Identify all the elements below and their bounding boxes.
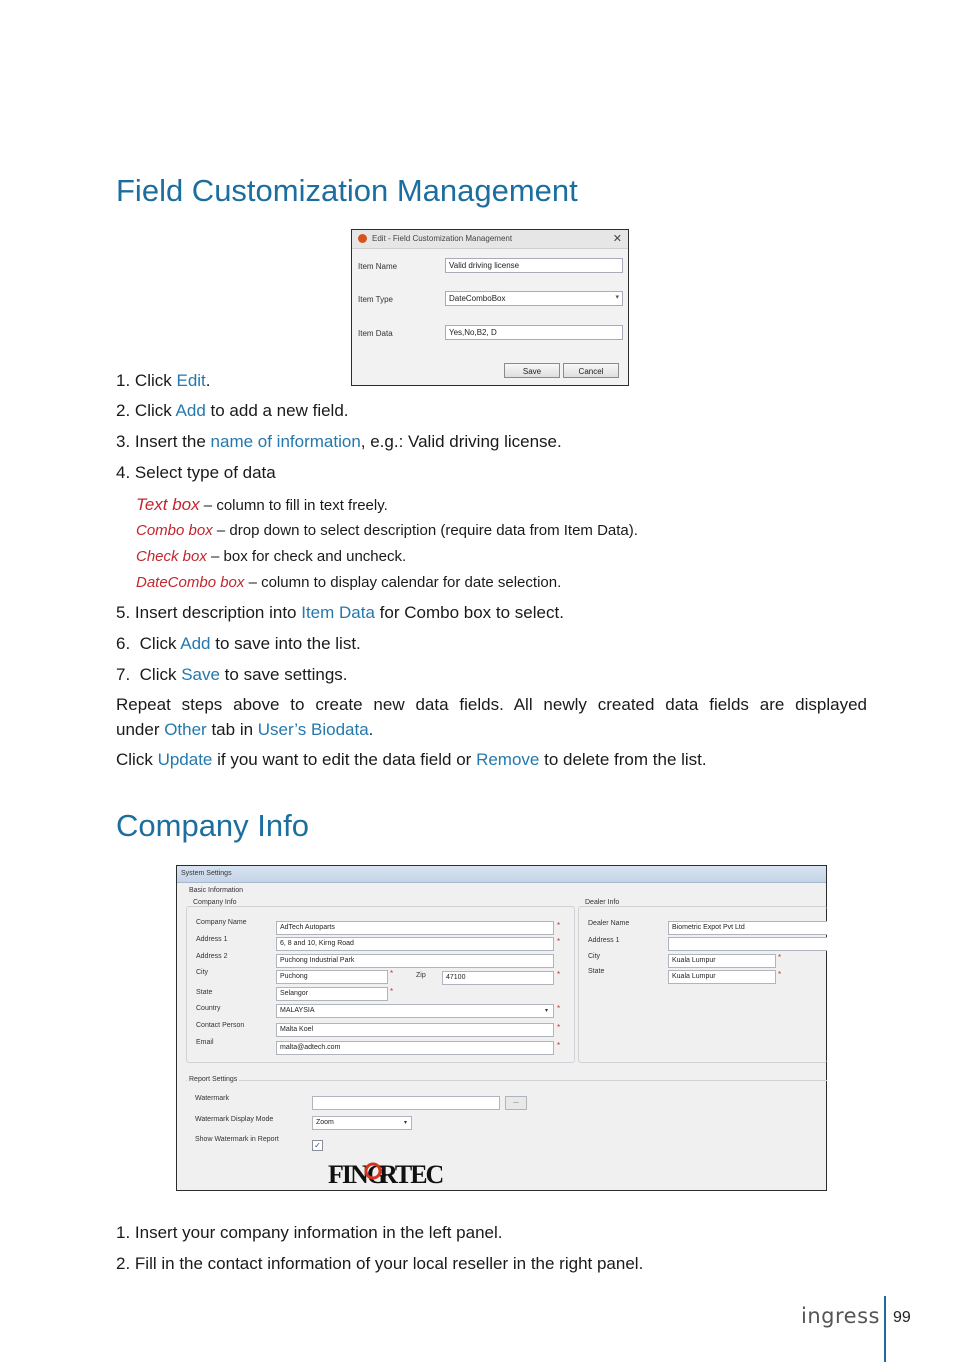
- para-text: to delete from the list.: [539, 750, 707, 769]
- save-link: Save: [181, 665, 220, 684]
- svg-text:RTEC: RTEC: [379, 1160, 443, 1189]
- step-number: 1.: [116, 371, 131, 390]
- other-tab-link: Other: [164, 720, 207, 739]
- item-type-select[interactable]: DateComboBox ▾: [445, 291, 623, 306]
- cancel-button[interactable]: Cancel: [563, 363, 619, 378]
- ingress-logo: ingress: [801, 1304, 880, 1328]
- dealer-info-title: Dealer Info: [585, 899, 620, 906]
- type-name: Combo box: [136, 522, 213, 539]
- step-number: 4.: [116, 463, 131, 482]
- app-icon: [358, 234, 367, 243]
- type-name: DateCombo box: [136, 574, 245, 591]
- step-text: Insert the: [134, 432, 211, 451]
- required-mark: *: [557, 1023, 561, 1032]
- svg-text:FING: FING: [328, 1160, 385, 1189]
- save-button[interactable]: Save: [504, 363, 560, 378]
- type-text-box: [136, 494, 388, 517]
- dealer-state-input[interactable]: Kuala Lumpur: [668, 970, 776, 984]
- watermark-mode-select[interactable]: Zoom: [312, 1116, 412, 1130]
- watermark-input[interactable]: [312, 1096, 500, 1110]
- type-name: Text box: [136, 495, 200, 514]
- type-name: Check box: [136, 548, 207, 565]
- item-data-label: Item Data: [358, 329, 393, 338]
- show-watermark-checkbox[interactable]: ✓: [312, 1140, 323, 1151]
- paragraph-repeat-line2: [116, 719, 373, 741]
- state-input[interactable]: Selangor: [276, 987, 388, 1001]
- type-desc: – column to fill in text freely.: [199, 497, 388, 514]
- contact-person-input[interactable]: Malta Koel: [276, 1023, 554, 1037]
- company-name-input[interactable]: AdTech Autoparts: [276, 921, 554, 935]
- address2-input[interactable]: Puchong Industrial Park: [276, 954, 554, 968]
- type-combo-box: [136, 520, 638, 542]
- step-number: 7.: [116, 665, 131, 684]
- settings-title: System Settings: [181, 870, 232, 877]
- step-text: , e.g.: Valid driving license.: [360, 432, 562, 451]
- item-name-label: Item Name: [358, 262, 398, 271]
- edit-field-dialog: [351, 229, 629, 386]
- step-number: 2.: [116, 401, 131, 420]
- dealer-name-label: Dealer Name: [588, 920, 630, 927]
- paragraph-update: [116, 749, 707, 771]
- dealer-city-input[interactable]: Kuala Lumpur: [668, 954, 776, 968]
- final-step-2: [116, 1253, 643, 1275]
- country-label: Country: [196, 1005, 221, 1012]
- city-input[interactable]: Puchong: [276, 970, 388, 984]
- required-mark: *: [778, 970, 782, 979]
- required-mark: *: [557, 921, 561, 930]
- section-title-company-info: Company Info: [116, 808, 309, 843]
- para-text: Click: [116, 750, 158, 769]
- required-mark: *: [557, 970, 561, 979]
- step-text: Click: [139, 634, 181, 653]
- address2-label: Address 2: [196, 953, 228, 960]
- step-text: Insert your company information in the left panel.: [134, 1223, 503, 1242]
- update-link: Update: [157, 750, 213, 769]
- step-text: for Combo box to select.: [374, 603, 564, 622]
- step-number: 6.: [116, 634, 131, 653]
- type-desc: – box for check and uncheck.: [206, 548, 407, 565]
- type-desc: – drop down to select description (require data from Item Data).: [212, 522, 638, 539]
- show-watermark-label: Show Watermark in Report: [195, 1136, 279, 1143]
- remove-link: Remove: [476, 750, 540, 769]
- step-1: [116, 370, 211, 392]
- paragraph-repeat-line1: Repeat steps above to create new data fields. All newly created data fields are displayed: [116, 695, 867, 714]
- dealer-name-input[interactable]: Biometric Expot Pvt Ltd: [668, 921, 827, 935]
- step-text: Fill in the contact information of your local reseller in the right panel.: [134, 1254, 644, 1273]
- step-4: [116, 462, 276, 484]
- step-text: Click: [139, 665, 182, 684]
- browse-button[interactable]: ...: [505, 1096, 527, 1110]
- contact-person-label: Contact Person: [196, 1022, 245, 1029]
- step-number: 5.: [116, 603, 131, 622]
- required-mark: *: [557, 1004, 561, 1013]
- company-info-title: Company Info: [193, 899, 237, 906]
- address1-input[interactable]: 6, 8 and 10, Kirng Road: [276, 937, 554, 951]
- state-label: State: [196, 989, 213, 996]
- required-mark: *: [557, 937, 561, 946]
- dealer-address1-input[interactable]: [668, 937, 827, 951]
- step-5: [116, 602, 564, 624]
- item-name-field[interactable]: Valid driving license: [445, 258, 623, 273]
- step-text: Click: [134, 371, 177, 390]
- dealer-city-label: City: [588, 953, 601, 960]
- item-type-label: Item Type: [358, 295, 393, 304]
- required-mark: *: [390, 987, 394, 996]
- dealer-state-label: State: [588, 968, 605, 975]
- type-desc: – column to display calendar for date selection.: [244, 574, 562, 591]
- basic-info-title: Basic Information: [189, 887, 244, 894]
- type-check-box: [136, 546, 406, 568]
- item-data-field[interactable]: Yes,No,B2, D: [445, 325, 623, 340]
- step-text: to save settings.: [219, 665, 348, 684]
- zip-label: Zip: [416, 972, 426, 979]
- settings-header: [177, 866, 826, 883]
- company-name-label: Company Name: [196, 919, 247, 926]
- step-text: Select type of data: [134, 463, 276, 482]
- country-select[interactable]: MALAYSIA: [276, 1004, 554, 1018]
- step-number: 2.: [116, 1254, 131, 1273]
- step-number: 1.: [116, 1223, 131, 1242]
- footer-divider: [884, 1296, 886, 1362]
- para-text: if you want to edit the data field or: [212, 750, 477, 769]
- close-icon[interactable]: ✕: [612, 233, 622, 245]
- required-mark: *: [778, 953, 782, 962]
- add-link: Add: [180, 634, 211, 653]
- final-step-1: [116, 1222, 503, 1244]
- step-text: .: [205, 371, 211, 390]
- watermark-label: Watermark: [195, 1095, 229, 1102]
- dialog-title: Edit - Field Customization Management: [372, 234, 513, 243]
- item-data-link: Item Data: [301, 603, 375, 622]
- step-number: 3.: [116, 432, 131, 451]
- step-text: to add a new field.: [205, 401, 349, 420]
- chevron-down-icon[interactable]: ▾: [404, 1120, 408, 1126]
- users-biodata-link: User’s Biodata: [257, 720, 369, 739]
- section-title-field-customization: Field Customization Management: [116, 173, 578, 208]
- para-text: .: [368, 720, 374, 739]
- system-settings-screenshot: [176, 865, 827, 1191]
- page-number: 99: [893, 1309, 911, 1326]
- city-label: City: [196, 969, 209, 976]
- divider: [186, 1080, 827, 1081]
- edit-link: Edit: [176, 371, 206, 390]
- step-text: Insert description into: [134, 603, 302, 622]
- step-6: [116, 633, 361, 655]
- watermark-mode-label: Watermark Display Mode: [195, 1116, 274, 1123]
- dialog-titlebar: [352, 230, 628, 249]
- step-7: [116, 664, 348, 686]
- step-text: Click: [134, 401, 176, 420]
- required-mark: *: [557, 1041, 561, 1050]
- para-text: under: [116, 720, 165, 739]
- address1-label: Address 1: [196, 936, 228, 943]
- report-settings-title: Report Settings: [189, 1076, 238, 1083]
- email-label: Email: [196, 1039, 214, 1046]
- step-3: [116, 431, 562, 453]
- fingertec-logo: [327, 1141, 443, 1189]
- name-info-link: name of information: [210, 432, 361, 451]
- zip-input[interactable]: 47100: [442, 971, 554, 985]
- dealer-address1-label: Address 1: [588, 937, 620, 944]
- add-link: Add: [175, 401, 206, 420]
- chevron-down-icon[interactable]: ▾: [545, 1008, 549, 1014]
- step-2: [116, 400, 349, 422]
- fingertec-logo-graphic: [327, 1141, 443, 1189]
- para-text: tab in: [206, 720, 258, 739]
- step-text: to save into the list.: [210, 634, 361, 653]
- type-datecombo-box: [136, 572, 561, 594]
- required-mark: *: [390, 969, 394, 978]
- email-input[interactable]: malta@adtech.com: [276, 1041, 554, 1055]
